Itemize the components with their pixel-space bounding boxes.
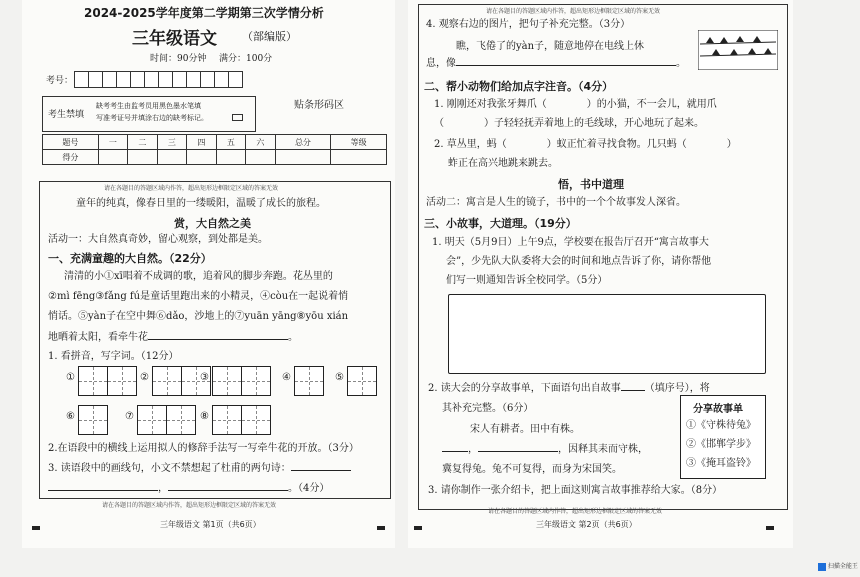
score-cell[interactable] — [275, 150, 331, 165]
section-two-line-4: 蚱正在高兴地跳来跳去。 — [448, 158, 558, 169]
score-cell[interactable] — [331, 150, 387, 165]
writing-grid[interactable] — [212, 405, 242, 435]
score-cell[interactable] — [246, 150, 275, 165]
writing-grid[interactable] — [166, 405, 196, 435]
intro-text: 童年的纯真，像春日里的一缕暖阳，温暖了成长的旅程。 — [76, 198, 326, 209]
score-header: 总分 — [275, 135, 331, 150]
question-3-score: 。（4分） — [288, 483, 330, 494]
score-cell[interactable] — [157, 150, 186, 165]
question-4-end: 。 — [676, 58, 686, 69]
s2-text: ）蚁正忙着寻找食物。几只蚂（ — [546, 139, 687, 150]
writing-grid[interactable] — [137, 405, 167, 435]
exam-no-label: 考号： — [46, 76, 74, 86]
right-page — [408, 0, 793, 548]
passage-line-4 — [48, 331, 298, 344]
notice-text-1: 缺考考生由监考员用黑色墨水笔填 — [96, 102, 201, 110]
question-3-comma: ， — [158, 483, 168, 494]
score-row — [43, 150, 387, 165]
s3-q1-line-3: 们写一则通知告诉全校同学。（5分） — [446, 275, 608, 286]
grid-num: ⑧ — [200, 411, 209, 422]
score-header: 一 — [98, 135, 127, 150]
score-cell[interactable] — [98, 150, 127, 165]
writing-grid[interactable] — [241, 366, 271, 396]
grid-num: ③ — [200, 372, 209, 383]
s3-q2-line-5: 冀复得兔。兔不可复得，而身为宋国笑。 — [442, 464, 622, 475]
swallows-on-wire-picture — [698, 30, 778, 70]
theme-two-title: 悟，书中道理 — [558, 178, 624, 191]
question-3-text: 3. 读语段中的画线句，小文不禁想起了杜甫的两句诗： — [48, 463, 291, 474]
section-two-line-2 — [434, 117, 704, 130]
grid-num: ⑥ — [66, 411, 75, 422]
s3-q2-line-4: ， ，因释其耒而守株， — [442, 443, 648, 456]
s2-text: （ — [434, 118, 444, 129]
s3-q2-line-2: 其补充完整。（6分） — [442, 403, 534, 414]
s3-q1-line-1: 1. 明天（5月9日）上午9点，学校要在报告厅召开“寓言故事大 — [432, 237, 709, 248]
s2-text: 1. 刚刚还对我张牙舞爪（ — [434, 99, 547, 110]
question-1: 1. 看拼音，写字词。（12分） — [48, 351, 179, 362]
s2-text: ） — [726, 139, 737, 150]
score-header: 三 — [157, 135, 186, 150]
score-cell[interactable] — [128, 150, 157, 165]
grid-num: ② — [140, 372, 149, 383]
passage-line-4-end: 。 — [288, 332, 298, 343]
poem-blank-3[interactable] — [168, 490, 288, 491]
section-two-line-1 — [434, 98, 717, 111]
activity-two: 活动二：寓言是人生的镜子，书中的一个个故事发人深省。 — [426, 197, 686, 208]
score-cell[interactable] — [216, 150, 245, 165]
question-3 — [48, 462, 351, 475]
score-header: 六 — [246, 135, 275, 150]
corner-marker — [766, 526, 774, 530]
score-header: 等级 — [331, 135, 387, 150]
score-header: 五 — [216, 135, 245, 150]
absence-mark[interactable] — [232, 114, 243, 121]
section-one-title: 一、充满童趣的大自然。（22分） — [48, 252, 212, 265]
writing-grid[interactable] — [212, 366, 242, 396]
exam-title: 2024-2025学年度第二学期第三次学情分析 — [84, 6, 324, 20]
score-table — [42, 134, 387, 165]
score-header-row — [43, 135, 387, 150]
activity-one: 活动一：大自然真奇妙，留心观察，到处都是美。 — [48, 234, 268, 245]
scanner-logo-icon — [818, 563, 826, 571]
s2-text: ）子轻轻抚弄着地上的毛线球，开心地玩了起来。 — [484, 118, 704, 129]
section-three-title: 三、小故事，大道理。（19分） — [424, 217, 577, 230]
subject-title: 三年级语文 — [132, 29, 217, 49]
writing-grid[interactable] — [294, 366, 324, 396]
answer-area-notice: 请在各题目的答题区域内作答，超出矩形边框限定区域的答案无效 — [104, 185, 279, 192]
passage-line-2: ②mì fēng③fǎng fú是童话里跑出来的小精灵，④còu在一起说着悄 — [48, 291, 349, 302]
footer-notice-right: 请在各题目的答题区域内作答，超出矩形边框限定区域的答案无效 — [488, 508, 663, 515]
footer-notice-left: 请在各题目的答题区域内作答，超出矩形边框限定区域的答案无效 — [102, 502, 277, 509]
corner-marker — [414, 526, 422, 530]
section-two-title: 二、帮小动物们给加点字注音。（4分） — [424, 80, 614, 93]
page-footer-left: 三年级语文 第1页（共6页） — [160, 520, 261, 529]
s3-text: ，因释其耒而守株， — [558, 444, 648, 455]
s3-q1-line-2: 会”，少先队大队委将大会的时间和地点告诉了你，请你帮他 — [446, 256, 712, 267]
writing-grid[interactable] — [107, 366, 137, 396]
score-header: 题号 — [43, 135, 99, 150]
score-row-label: 得分 — [43, 150, 99, 165]
passage-line-3: 悄话。⑤yàn子在空中舞⑥dǎo，沙地上的⑦yuān yāng⑧yōu xián — [48, 311, 349, 322]
writing-grid[interactable] — [152, 366, 182, 396]
notice-text-2: 写准考证号并填涂右边的缺考标记。 — [96, 114, 208, 122]
grid-num: ⑤ — [335, 372, 344, 383]
poem-blank-1[interactable] — [291, 470, 351, 471]
s3-q3: 3. 请你制作一张介绍卡，把上面这则寓言故事推荐给大家。（8分） — [428, 485, 723, 496]
barcode-area: 贴条形码区 — [294, 100, 344, 111]
grid-num: ① — [66, 372, 75, 383]
scanner-watermark — [818, 561, 858, 571]
section-two-line-3 — [434, 138, 737, 151]
exam-no-boxes[interactable] — [74, 71, 242, 92]
s3-q2-line-3: 宋人有耕者。田中有株。 — [470, 424, 580, 435]
s3-q2-line-1 — [428, 382, 710, 395]
story-blank-2[interactable] — [478, 451, 558, 452]
score-header: 二 — [128, 135, 157, 150]
grid-num: ⑦ — [125, 411, 134, 422]
writing-grid[interactable] — [78, 366, 108, 396]
passage-line-1: 清清的小①xī唱着不成调的歌，追着风的脚步奔跑。花丛里的 — [64, 271, 333, 282]
full-score: 满分：100分 — [219, 54, 273, 64]
notice-label: 考生禁填 — [48, 110, 85, 120]
writing-grid[interactable] — [347, 366, 377, 396]
story-number-blank[interactable] — [621, 390, 645, 391]
story-item: ③《掩耳盗铃》 — [686, 458, 756, 469]
question-4-like: 息，像 — [426, 58, 456, 69]
question-2: 2.在语段中的横线上运用拟人的修辞手法写一写牵牛花的开放。（3分） — [48, 443, 359, 454]
score-cell[interactable] — [187, 150, 216, 165]
s3-text: （填序号），将 — [644, 383, 710, 394]
theme-title: 赏，大自然之美 — [174, 217, 251, 230]
personification-blank[interactable] — [148, 339, 288, 340]
question-3-line-2 — [48, 482, 329, 495]
corner-marker — [32, 526, 40, 530]
edition: （部编版） — [242, 30, 297, 43]
page-footer-right: 三年级语文 第2页（共6页） — [536, 520, 637, 529]
writing-grid[interactable] — [241, 405, 271, 435]
score-header: 四 — [187, 135, 216, 150]
poem-blank-2[interactable] — [48, 490, 158, 491]
writing-grid[interactable] — [78, 405, 108, 435]
passage-line-4-text: 地晒着太阳，看牵牛花 — [48, 332, 148, 343]
question-4: 4. 观察右边的图片，把句子补充完整。（3分） — [426, 19, 631, 30]
question-4-text-2 — [426, 57, 686, 70]
story-blank-1[interactable] — [442, 451, 468, 452]
left-page — [22, 0, 395, 548]
exam-time: 时间：90分钟 — [150, 54, 207, 64]
s2-text: ）的小猫，不一会儿，就用爪 — [586, 99, 717, 110]
story-list-title: 分享故事单 — [693, 404, 743, 415]
story-item: ①《守株待兔》 — [686, 420, 756, 431]
corner-marker — [377, 526, 385, 530]
s3-text: 2. 读大会的分享故事单，下面语句出自故事 — [428, 383, 621, 394]
grid-num: ④ — [282, 372, 291, 383]
scanner-watermark-text: 扫描全能王 — [827, 563, 858, 570]
simile-blank[interactable] — [456, 65, 676, 66]
notice-writing-box[interactable] — [448, 294, 766, 374]
question-4-text-1: 瞧，飞倦了的yàn子，随意地停在电线上休 — [456, 41, 645, 52]
s2-text: 2. 草丛里，蚂（ — [434, 139, 507, 150]
top-notice-right: 请在各题目的答题区域内作答，超出矩形边框限定区域的答案无效 — [486, 8, 661, 15]
story-item: ②《邯郸学步》 — [686, 439, 756, 450]
